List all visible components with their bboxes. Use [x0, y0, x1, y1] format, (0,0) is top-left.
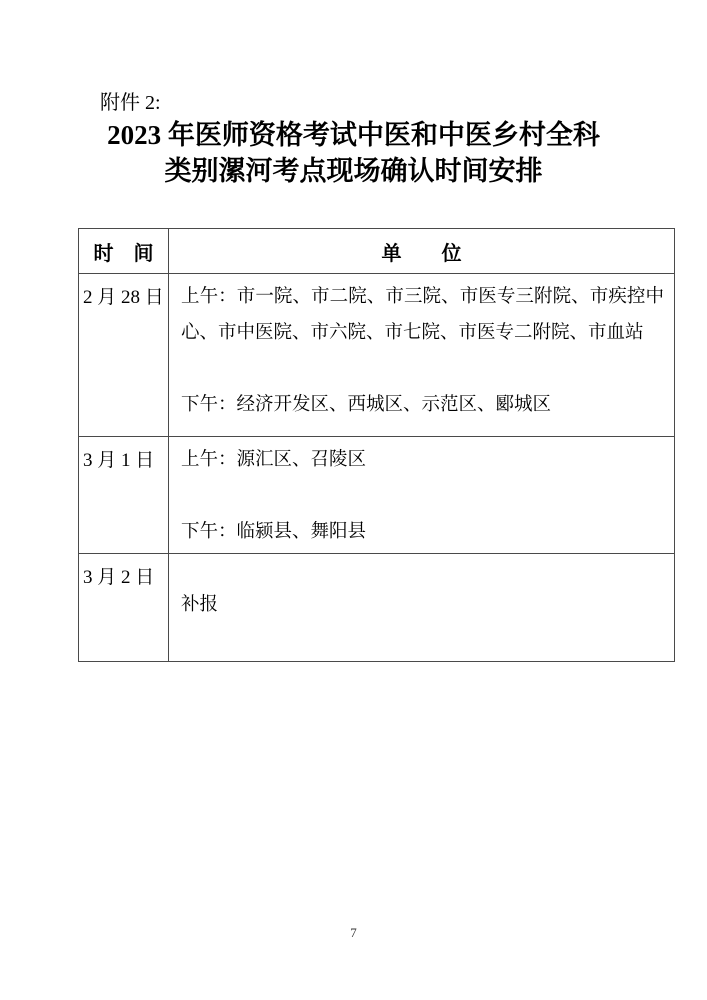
document-title-line2: 类别漯河考点现场确认时间安排 — [164, 156, 543, 186]
table-header-row — [79, 229, 675, 274]
note-text: 补报 — [181, 595, 219, 615]
attachment-label: 附件 2: — [100, 92, 161, 114]
afternoon-text: 下午：临颍县、舞阳县 — [181, 522, 367, 542]
document-title — [0, 117, 707, 189]
unit-cell — [169, 554, 675, 662]
afternoon-text: 下午：经济开发区、西城区、示范区、郾城区 — [181, 395, 552, 415]
schedule-table — [78, 228, 675, 662]
table-header-unit: 单 位 — [169, 229, 675, 274]
document-title-line1: 2023 年医师资格考试中医和中医乡村全科 — [107, 120, 600, 150]
morning-text: 上午：源汇区、召陵区 — [181, 450, 367, 470]
table-header-time: 时 间 — [79, 229, 169, 274]
table-row — [79, 437, 675, 554]
table-row — [79, 554, 675, 662]
table-row — [79, 274, 675, 437]
unit-cell — [169, 437, 675, 554]
morning-text: 上午：市一院、市二院、市三院、市医专三附院、市疾控中心、市中医院、市六院、市七院、市医专二附院、市血站 — [181, 287, 664, 343]
time-cell: 2 月 28 日 — [79, 274, 169, 437]
time-cell: 3 月 2 日 — [79, 554, 169, 662]
unit-cell — [169, 274, 675, 437]
time-cell: 3 月 1 日 — [79, 437, 169, 554]
page-number: 7 — [350, 925, 357, 940]
